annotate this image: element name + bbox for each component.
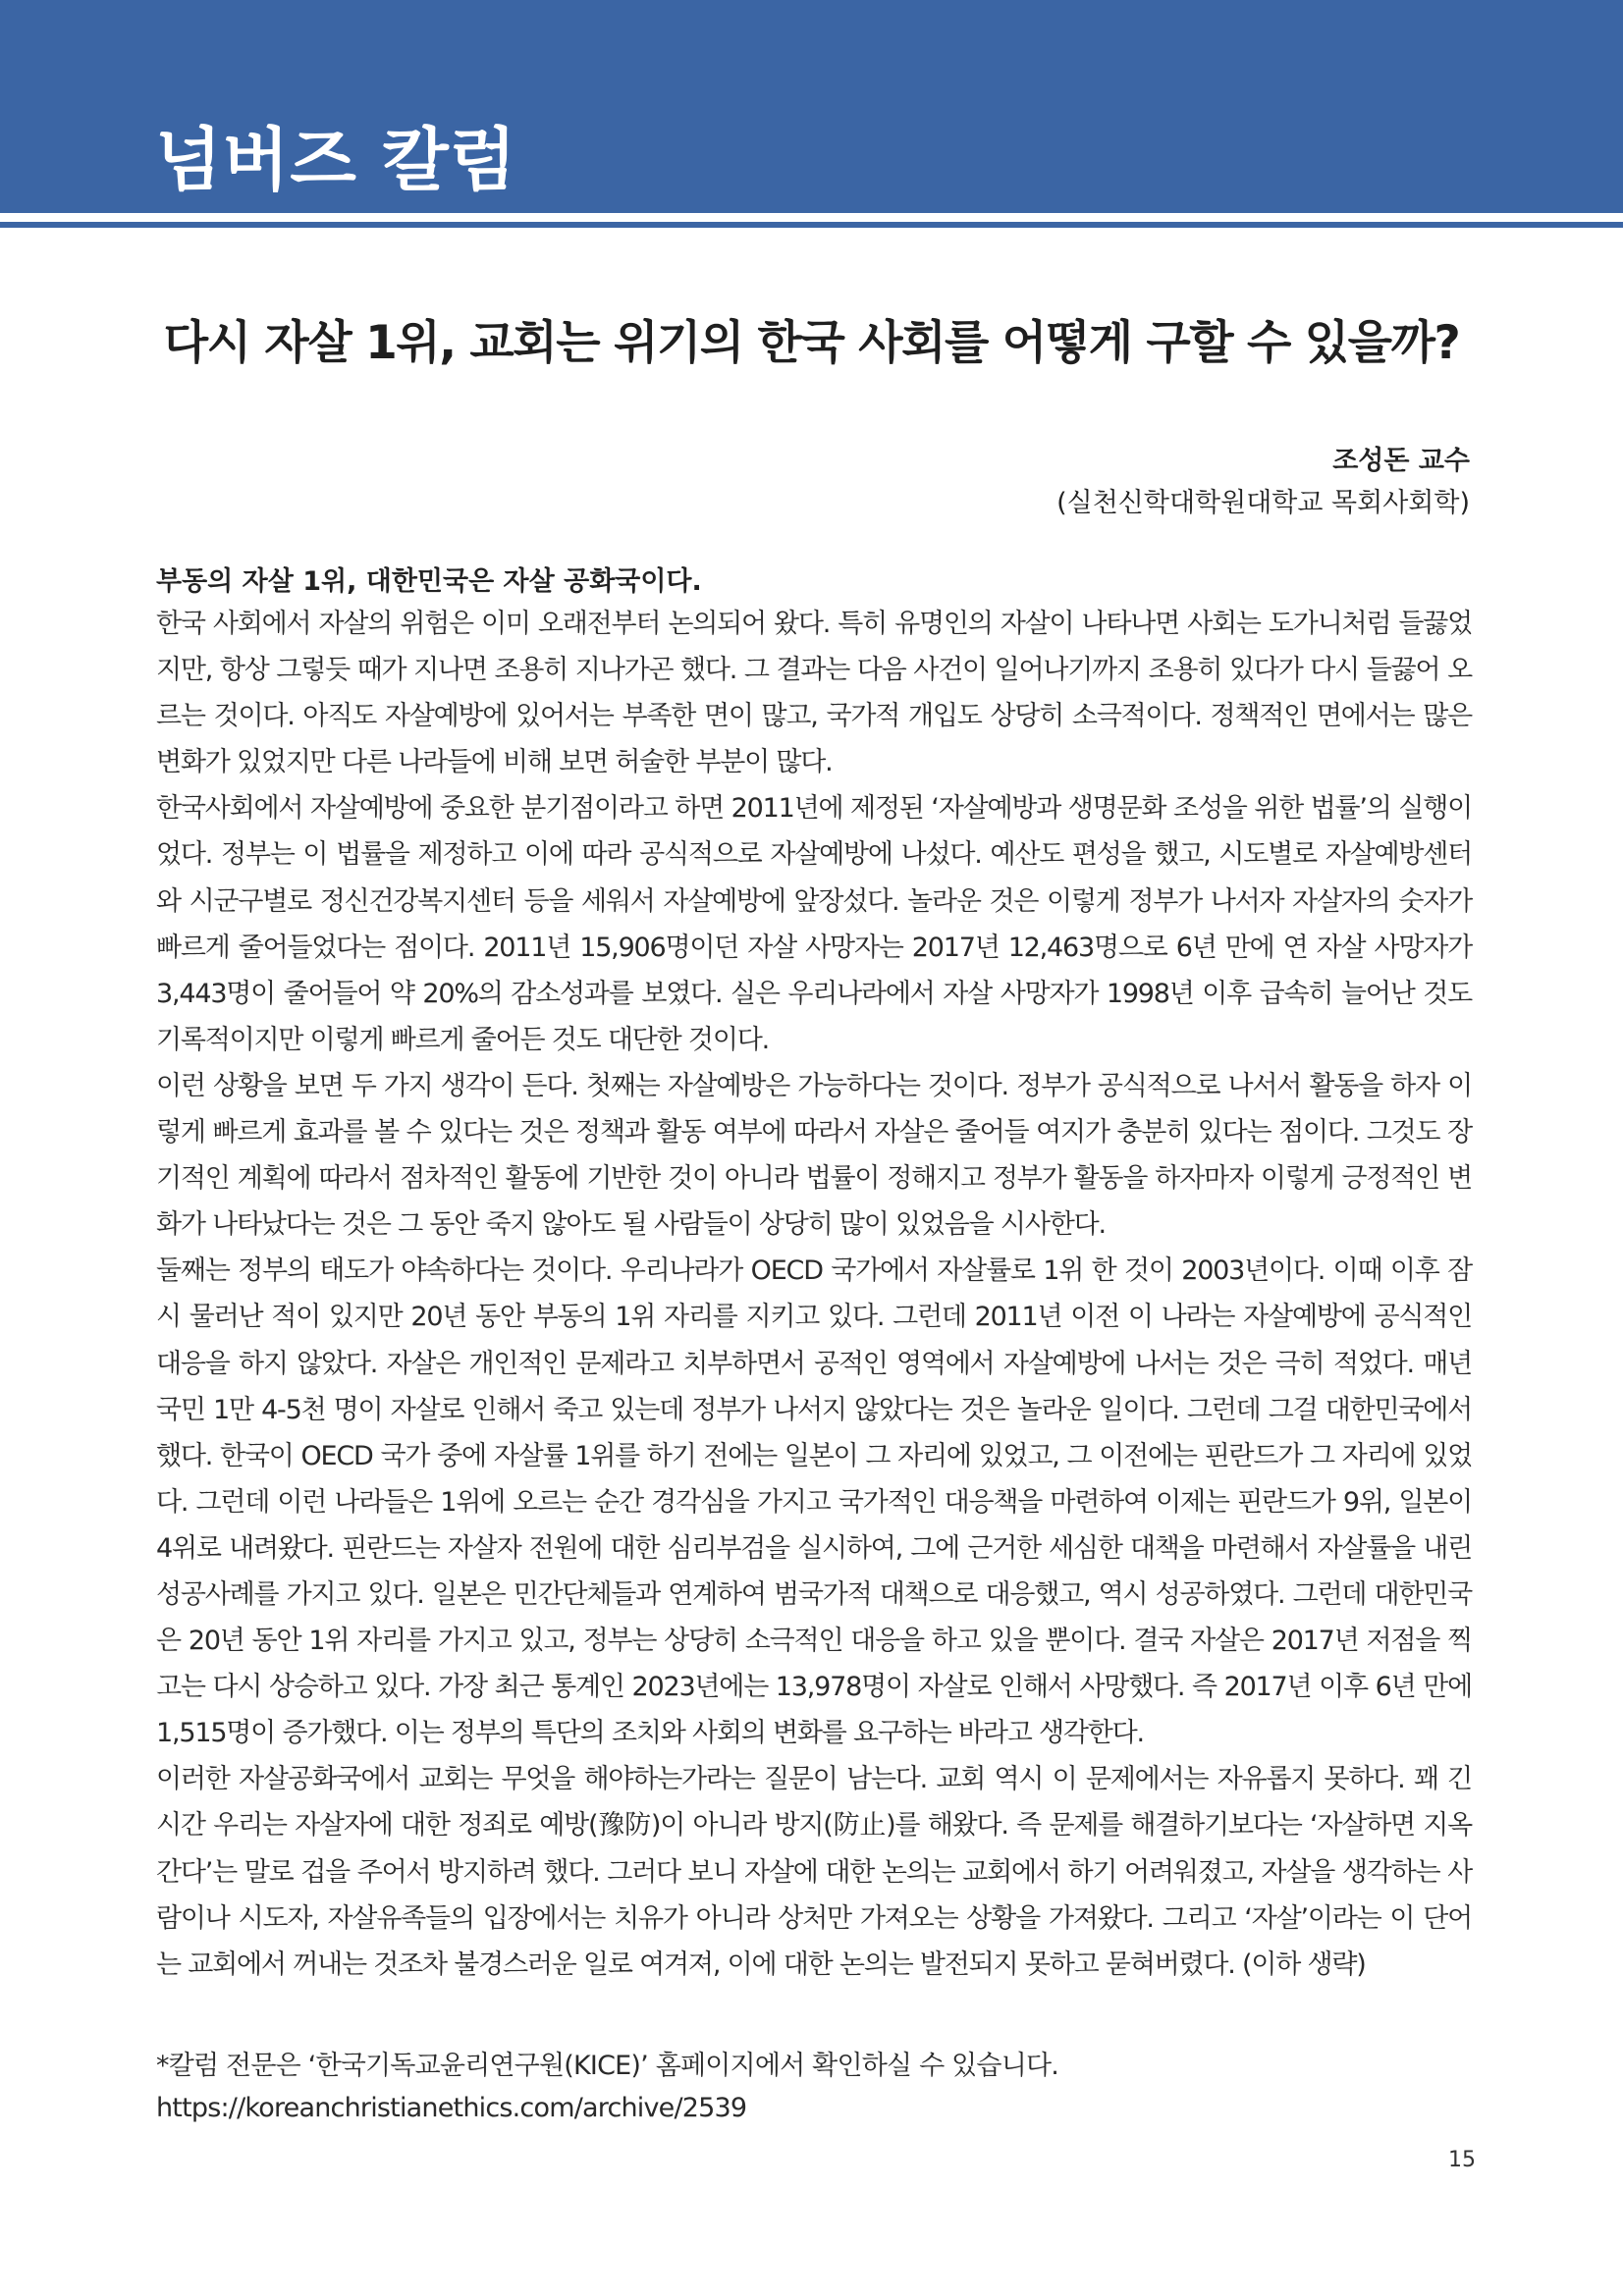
author-name: 조성돈 교수 [1332, 446, 1470, 476]
footnote-block [156, 2045, 1472, 2129]
paragraph-3: 이런 상황을 보면 두 가지 생각이 든다. 첫째는 자살예방은 가능하다는 것이다. 정부가 공식적으로 나서서 활동을 하자 이렇게 빠르게 효과를 볼 수 있다는 것은 정책과 활동 여부에 따라서 자살은 줄어들 여지가 충분히 있다는 점이다. 그것도 장기적인 계획에 따라서 점차적인 활동에 기반한 것이 아니라 법률이 정해지고 정부가 활동을 하자마자 이렇게 긍정적인 변화가 나타났다는 것은 그 동안 죽지 않아도 될 사람들이 상당히 많이 있었음을 시사한다. [156, 1070, 1472, 1241]
column-header-band [0, 0, 1623, 213]
archive-link[interactable]: https://koreanchristianethics.com/archive/2539 [156, 2093, 747, 2123]
page-number: 15 [1448, 2148, 1476, 2172]
author-affiliation: (실천신학대학원대학교 목회사회학) [1056, 488, 1470, 518]
full-text-note: *칼럼 전문은 ‘한국기독교윤리연구원(KICE)’ 홈페이지에서 확인하실 수 있습니다. [156, 2051, 1059, 2081]
paragraph-2: 한국사회에서 자살예방에 중요한 분기점이라고 하면 2011년에 제정된 ‘자살예방과 생명문화 조성을 위한 법률’의 실행이었다. 정부는 이 법률을 제정하고 이에 따라 공식적으로 자살예방에 나섰다. 예산도 편성을 했고, 시도별로 자살예방센터와 시군구별로 정신건강복지센터 등을 세워서 자살예방에 앞장섰다. 놀라운 것은 이렇게 정부가 나서자 자살자의 숫자가 빠르게 줄어들었다는 점이다. 2011년 15,906명이던 자살 사망자는 2017년 12,463명으로 6년 만에 연 자살 사망자가 3,443명이 줄어들어 약 20%의 감소성과를 보였다. 실은 우리나라에서 자살 사망자가 1998년 이후 급속히 늘어난 것도 기록적이지만 이렇게 빠르게 줄어든 것도 대단한 것이다. [156, 793, 1472, 1055]
column-title: 넘버즈 칼럼 [155, 120, 517, 200]
header-divider [0, 222, 1623, 228]
paragraph-1: 한국 사회에서 자살의 위험은 이미 오래전부터 논의되어 왔다. 특히 유명인의 자살이 나타나면 사회는 도가니처럼 들끓었지만, 항상 그렇듯 때가 지나면 조용히 지나가곤 했다. 그 결과는 다음 사건이 일어나기까지 조용히 있다가 다시 들끓어 오르는 것이다. 아직도 자살예방에 있어서는 부족한 면이 많고, 국가적 개입도 상당히 소극적이다. 정책적인 면에서는 많은 변화가 있었지만 다른 나라들에 비해 보면 허술한 부분이 많다. [156, 609, 1472, 778]
article-title: 다시 자살 1위, 교회는 위기의 한국 사회를 어떻게 구할 수 있을까? [163, 316, 1460, 370]
paragraph-5: 이러한 자살공화국에서 교회는 무엇을 해야하는가라는 질문이 남는다. 교회 역시 이 문제에서는 자유롭지 못하다. 꽤 긴 시간 우리는 자살자에 대한 정죄로 예방(豫防)이 아니라 방지(防止)를 해왔다. 즉 문제를 해결하기보다는 ‘자살하면 지옥 간다’는 말로 겁을 주어서 방지하려 했다. 그러다 보니 자살에 대한 논의는 교회에서 하기 어려워졌고, 자살을 생각하는 사람이나 시도자, 자살유족들의 입장에서는 치유가 아니라 상처만 가져오는 상황을 가져왔다. 그리고 ‘자살’이라는 이 단어는 교회에서 꺼내는 것조차 불경스러운 일로 여겨져, 이에 대한 논의는 발전되지 못하고 묻혀버렸다. (이하 생략) [156, 1764, 1472, 1980]
section-heading: 부동의 자살 1위, 대한민국은 자살 공화국이다. [156, 566, 702, 597]
article-body [156, 601, 1472, 1988]
paragraph-4: 둘째는 정부의 태도가 야속하다는 것이다. 우리나라가 OECD 국가에서 자살률로 1위 한 것이 2003년이다. 이때 이후 잠시 물러난 적이 있지만 20년 동안 부동의 1위 자리를 지키고 있다. 그런데 2011년 이전 이 나라는 자살예방에 공식적인 대응을 하지 않았다. 자살은 개인적인 문제라고 치부하면서 공적인 영역에서 자살예방에 나서는 것은 극히 적었다. 매년 국민 1만 4-5천 명이 자살로 인해서 죽고 있는데 정부가 나서지 않았다는 것은 놀라운 일이다. 그런데 그걸 대한민국에서 했다. 한국이 OECD 국가 중에 자살률 1위를 하기 전에는 일본이 그 자리에 있었고, 그 이전에는 핀란드가 그 자리에 있었다. 그런데 이런 나라들은 1위에 오르는 순간 경각심을 가지고 국가적인 대응책을 마련하여 이제는 핀란드가 9위, 일본이 4위로 내려왔다. 핀란드는 자살자 전원에 대한 심리부검을 실시하여, 그에 근거한 세심한 대책을 마련해서 자살률을 내린 성공사례를 가지고 있다. 일본은 민간단체들과 연계하여 범국가적 대책으로 대응했고, 역시 성공하였다. 그런데 대한민국은 20년 동안 1위 자리를 가지고 있고, 정부는 상당히 소극적인 대응을 하고 있을 뿐이다. 결국 자살은 2017년 저점을 찍고는 다시 상승하고 있다. 가장 최근 통계인 2023년에는 13,978명이 자살로 인해서 사망했다. 즉 2017년 이후 6년 만에 1,515명이 증가했다. 이는 정부의 특단의 조치와 사회의 변화를 요구하는 바라고 생각한다. [156, 1255, 1472, 1749]
